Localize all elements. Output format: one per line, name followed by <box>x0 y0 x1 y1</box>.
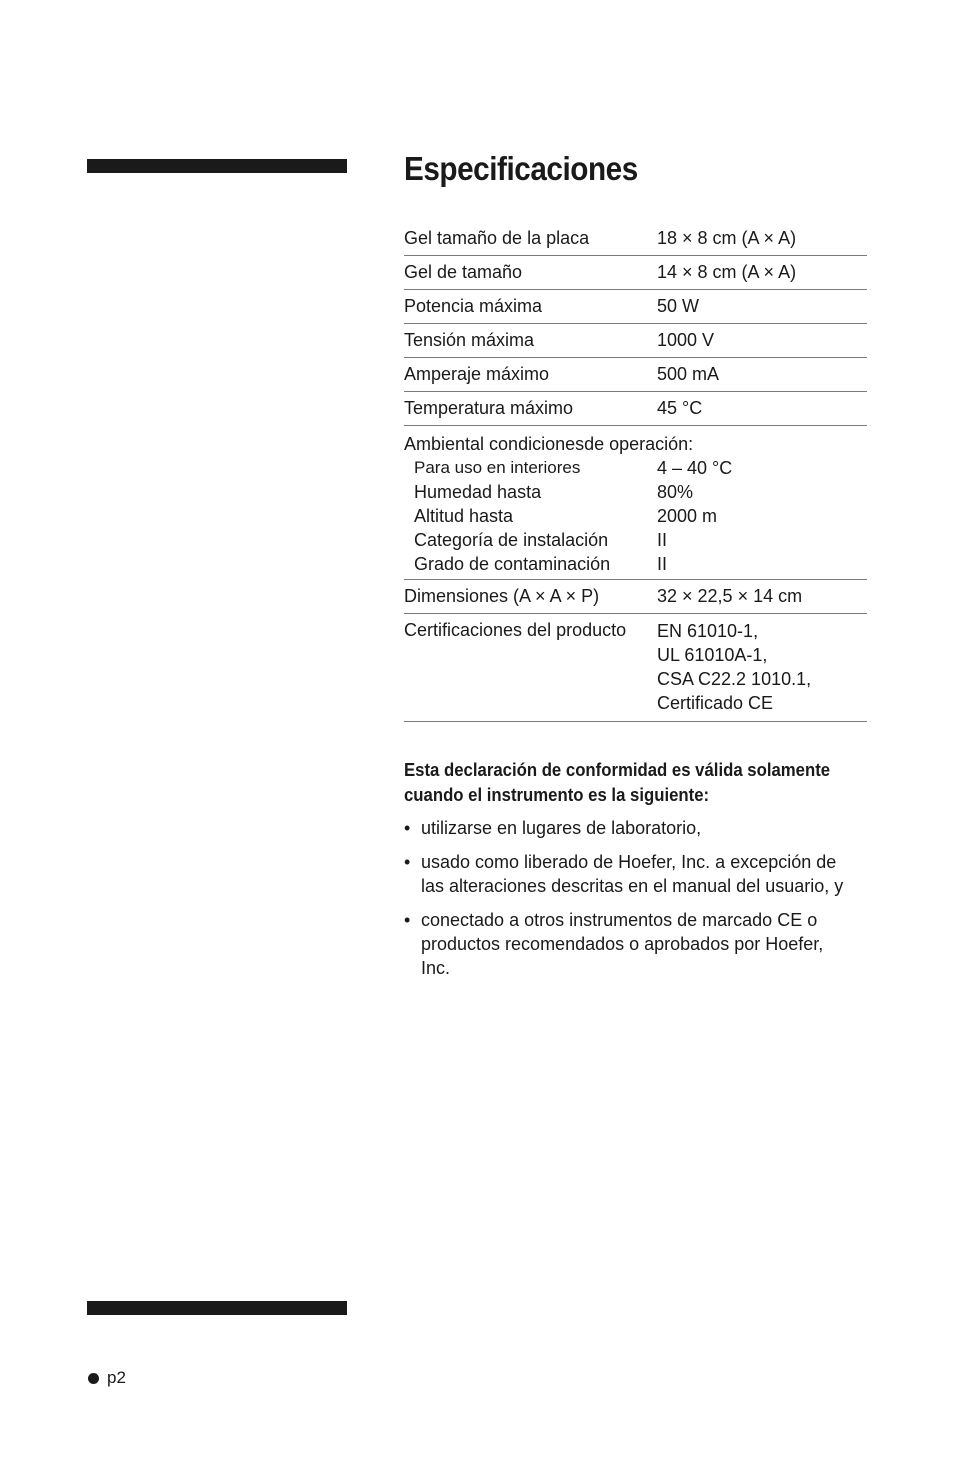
spec-row <box>404 358 867 392</box>
bullet-icon: • <box>404 818 411 838</box>
environment-heading: Ambiental condicionesde operación: <box>404 434 694 454</box>
certification-list <box>657 619 867 715</box>
spec-label: Potencia máxima <box>404 296 543 316</box>
spec-label: Gel tamaño de la placa <box>404 228 590 248</box>
spec-row <box>404 324 867 358</box>
environment-label: Categoría de instalación <box>414 530 609 550</box>
spec-value: 1000 V <box>657 330 715 350</box>
spec-label: Dimensiones (A × A × P) <box>404 586 600 606</box>
spec-value: 14 × 8 cm (A × A) <box>657 262 797 282</box>
spec-value: 50 W <box>657 296 700 316</box>
bottom-rule <box>87 1301 347 1315</box>
spec-row-certifications <box>404 614 867 722</box>
certification-item: CSA C22.2 1010.1, <box>657 669 812 689</box>
page-number: p2 <box>107 1368 126 1387</box>
environment-block <box>404 426 867 580</box>
environment-row <box>404 552 867 576</box>
spec-row <box>404 290 867 324</box>
list-item <box>404 816 849 840</box>
declaration-section <box>404 758 849 990</box>
list-item-text: usado como liberado de Hoefer, Inc. a excepción de las alteraciones descritas en el manual del usuario, y <box>421 852 844 896</box>
bullet-icon: • <box>404 910 411 930</box>
page-footer <box>88 1368 126 1388</box>
certification-item: EN 61010-1, <box>657 621 759 641</box>
declaration-heading <box>404 758 850 808</box>
declaration-heading-line: Esta declaración de conformidad es válida solamente <box>404 760 831 780</box>
list-item <box>404 850 849 898</box>
spec-value: 32 × 22,5 × 14 cm <box>657 586 803 606</box>
spec-label: Tensión máxima <box>404 330 535 350</box>
environment-row <box>404 528 867 552</box>
certification-item: Certificado CE <box>657 693 774 713</box>
spec-row-dimensions <box>404 580 867 614</box>
spec-table <box>404 222 867 722</box>
spec-row <box>404 222 867 256</box>
declaration-list <box>404 816 849 980</box>
list-item-text: conectado a otros instrumentos de marcado CE o productos recomendados o aprobados por Hoefer, Inc. <box>421 910 824 978</box>
spec-value: 500 mA <box>657 364 720 384</box>
environment-value: II <box>657 554 668 574</box>
spec-label: Temperatura máximo <box>404 398 574 418</box>
environment-value: 4 – 40 °C <box>657 458 733 478</box>
spec-label: Certificaciones del producto <box>404 620 627 640</box>
environment-value: II <box>657 530 668 550</box>
declaration-heading-line: cuando el instrumento es la siguiente: <box>404 785 710 805</box>
spec-row <box>404 256 867 290</box>
environment-value: 2000 m <box>657 506 718 526</box>
page-marker-icon <box>88 1373 99 1384</box>
environment-row <box>404 504 867 528</box>
environment-label: Para uso en interiores <box>414 458 581 477</box>
environment-label: Altitud hasta <box>414 506 514 526</box>
list-item-text: utilizarse en lugares de laboratorio, <box>421 818 702 838</box>
spec-label: Gel de tamaño <box>404 262 523 282</box>
environment-row <box>404 456 867 480</box>
environment-label: Humedad hasta <box>414 482 542 502</box>
environment-label: Grado de contaminación <box>414 554 611 574</box>
page-title: Especificaciones <box>404 150 638 187</box>
spec-value: 18 × 8 cm (A × A) <box>657 228 797 248</box>
bullet-icon: • <box>404 852 411 872</box>
top-rule <box>87 159 347 173</box>
spec-row <box>404 392 867 426</box>
environment-value: 80% <box>657 482 694 502</box>
environment-row <box>404 480 867 504</box>
list-item <box>404 908 849 980</box>
spec-label: Amperaje máximo <box>404 364 550 384</box>
spec-value: 45 °C <box>657 398 703 418</box>
certification-item: UL 61010A-1, <box>657 645 768 665</box>
